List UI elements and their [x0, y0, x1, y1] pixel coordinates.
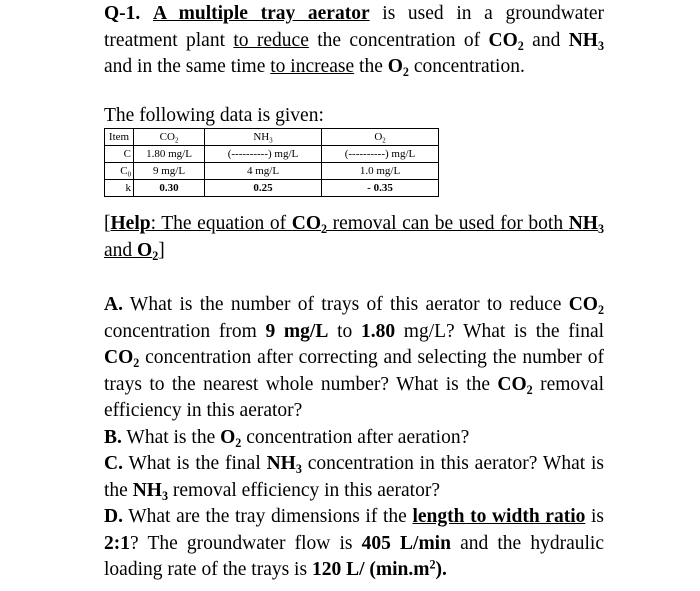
formula-subscript: 2 [382, 137, 386, 145]
co2-formula [489, 30, 524, 51]
formula-base: CO [497, 373, 527, 395]
formula-subscript: 3 [161, 488, 168, 503]
formula-base: O [137, 239, 153, 261]
cell-o2: (----------) mg/L [322, 146, 439, 163]
questions-block [104, 292, 604, 584]
help-text-2: removal can be used for both [327, 213, 569, 234]
co2-formula [568, 294, 604, 318]
question-text: concentration in this aerator? What is the [104, 453, 604, 501]
question-text: concentration after correcting and selecting the number of trays to the nearest whole number? What is the [104, 347, 604, 395]
row-label [105, 163, 134, 180]
formula-base: CO [291, 213, 321, 234]
formula-subscript: 2 [235, 435, 242, 450]
formula-subscript: 3 [597, 38, 604, 53]
question-text: What is the [121, 426, 221, 448]
intro-text-5: the [354, 56, 388, 77]
help-text-1: : The equation of [150, 213, 292, 234]
intro-text-6: concentration. [408, 56, 525, 77]
formula-base: NH [568, 213, 598, 234]
question-letter: B. [104, 426, 122, 448]
question-text: concentration from [104, 320, 266, 342]
loading-rate-text: 120 L/ (min.m [311, 559, 430, 580]
o2-formula [387, 56, 409, 80]
header-o2 [322, 129, 439, 146]
flow-value: 405 L/min [361, 532, 451, 554]
to-reduce-text: to reduce [233, 29, 309, 51]
intro-text-4: and in the same time [104, 56, 271, 77]
cell-co2: 0.30 [134, 180, 205, 197]
formula-base: NH [568, 29, 598, 51]
question-text: What is the number of trays of this aerator to reduce [122, 294, 569, 315]
question-c [104, 451, 604, 504]
ratio-label: length to width ratio [412, 506, 586, 527]
formula-base: NH [266, 453, 296, 474]
cell-o2: - 0.35 [322, 180, 439, 197]
question-text: What is the final [122, 453, 267, 474]
table-header-row [105, 129, 439, 146]
formula-base: CO [488, 29, 518, 51]
question-text: removal efficiency in this aerator? [104, 373, 604, 421]
ratio-value: 2:1 [104, 532, 130, 554]
co2-formula [497, 374, 532, 395]
cell-nh3: (----------) mg/L [205, 146, 322, 163]
table-row [105, 163, 439, 180]
help-label: Help [110, 213, 151, 234]
bracket-close: ] [158, 239, 165, 261]
to-increase-text: to increase [270, 56, 355, 77]
intro-text-1: is used in a groundwater treatment plant [104, 3, 605, 51]
row-label-text: C [123, 148, 131, 160]
formula-base: CO [159, 131, 175, 143]
question-intro [104, 1, 604, 81]
cell-co2: 1.80 mg/L [134, 146, 205, 163]
question-text: mg/L? What is the final [395, 320, 605, 342]
co2-formula [291, 213, 328, 237]
cell-nh3: 4 mg/L [205, 163, 322, 180]
initial-concentration: 9 mg/L [265, 320, 329, 342]
question-d [104, 504, 604, 584]
table-row [105, 180, 439, 197]
cell-co2: 9 mg/L [134, 163, 205, 180]
formula-base: NH [132, 479, 162, 501]
row-label-text: k [125, 182, 131, 194]
intro-text-2: the concentration of [308, 29, 489, 51]
help-note [104, 211, 604, 264]
formula-subscript: 2 [320, 222, 328, 237]
formula-subscript: 2 [152, 248, 159, 263]
nh3-formula [568, 213, 604, 237]
question-text: removal efficiency in this aerator? [168, 479, 440, 501]
help-text [104, 213, 604, 261]
help-text-3: and [104, 239, 138, 261]
nh3-formula [569, 30, 604, 51]
question-text: What are the tray dimensions if the [122, 506, 413, 527]
formula-subscript: 2 [133, 356, 140, 371]
formula-subscript: 2 [526, 382, 533, 397]
row-label [105, 180, 134, 197]
cell-o2: 1.0 mg/L [322, 163, 439, 180]
co2-formula [104, 347, 140, 371]
question-text: to [328, 320, 361, 342]
row-label-subscript: 0 [127, 171, 131, 179]
intro-text-3: and [523, 29, 569, 51]
question-text: is [585, 506, 605, 527]
header-co2 [134, 129, 205, 146]
formula-base: CO [104, 347, 134, 368]
o2-formula [220, 427, 241, 448]
formula-subscript: 2 [597, 303, 604, 318]
nh3-formula [266, 453, 302, 477]
table-row [105, 146, 439, 163]
given-data-table [104, 128, 439, 197]
formula-subscript: 3 [295, 462, 302, 477]
question-b [104, 425, 604, 452]
formula-base: O [387, 56, 403, 77]
question-letter: C. [104, 453, 123, 474]
question-number: Q-1. [104, 3, 141, 24]
question-a [104, 292, 604, 425]
bracket-open: [ [104, 213, 111, 234]
formula-base: O [220, 426, 236, 448]
header-item: Item [105, 129, 134, 146]
cell-nh3: 0.25 [205, 180, 322, 197]
question-text: ? The groundwater flow is [130, 532, 362, 554]
question-letter: A. [104, 294, 123, 315]
formula-base: CO [568, 294, 598, 315]
target-concentration: 1.80 [360, 320, 396, 342]
nh3-formula [133, 480, 168, 501]
row-label [105, 146, 134, 163]
formula-base: NH [253, 131, 270, 143]
aerator-type: A multiple tray aerator [152, 3, 370, 24]
row-label-text: C [120, 165, 128, 177]
header-nh3 [205, 129, 322, 146]
given-data-label: The following data is given: [104, 105, 324, 126]
question-text: and the hydraulic loading rate of the trays is [104, 532, 604, 580]
text-space [140, 3, 153, 24]
question-text: concentration after aeration? [241, 426, 470, 448]
loading-rate-close: ). [435, 559, 447, 580]
formula-subscript: 2 [402, 65, 409, 80]
loading-rate-value [312, 559, 447, 580]
unit-superscript: 2 [429, 557, 436, 572]
question-letter: D. [104, 506, 123, 527]
formula-subscript: 2 [174, 137, 179, 145]
formula-subscript: 3 [269, 137, 273, 145]
formula-subscript: 2 [517, 38, 524, 53]
formula-subscript: 3 [597, 222, 604, 237]
o2-formula [137, 240, 158, 261]
formula-base: O [374, 131, 383, 143]
